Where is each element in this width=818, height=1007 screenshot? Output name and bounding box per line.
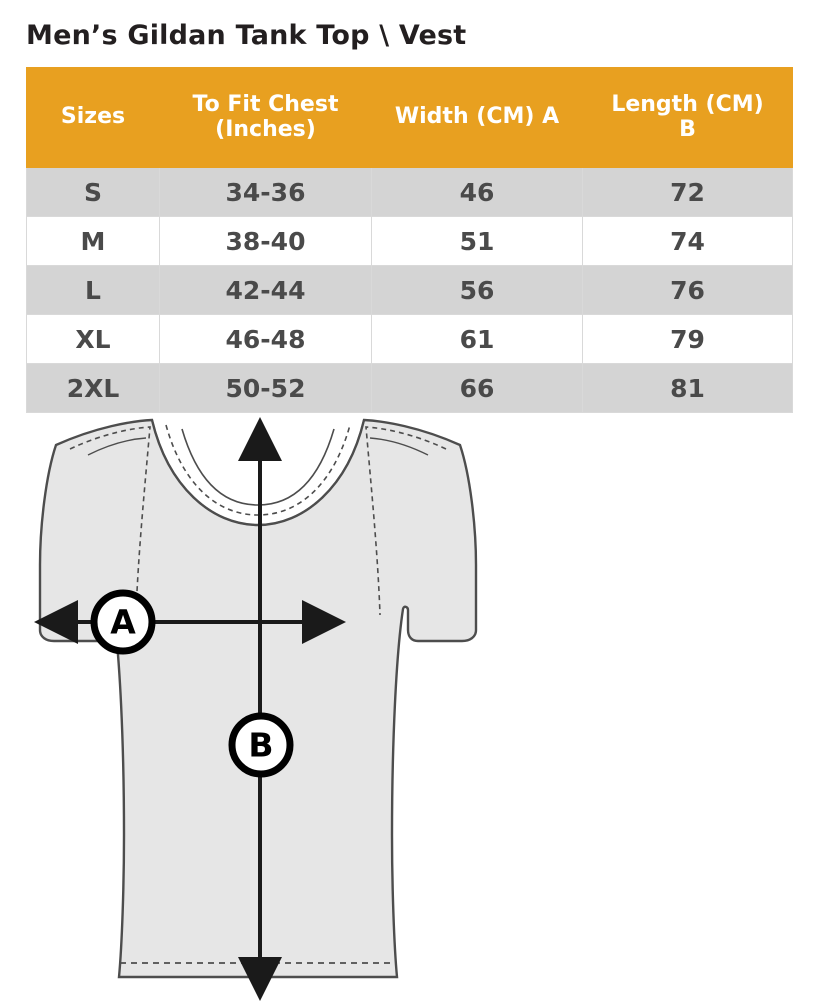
cell-length: 72	[583, 168, 793, 217]
cell-width: 66	[372, 364, 583, 413]
cell-length: 79	[583, 315, 793, 364]
cell-size: L	[27, 266, 160, 315]
measure-badge-a	[94, 593, 152, 651]
cell-chest: 38-40	[160, 217, 372, 266]
column-header-length-line1: Length (CM)	[611, 91, 764, 117]
size-chart-table	[26, 67, 793, 413]
table-row	[27, 364, 793, 413]
measure-label-b: B	[248, 725, 274, 765]
cell-chest: 34-36	[160, 168, 372, 217]
cell-chest: 42-44	[160, 266, 372, 315]
column-header-chest-line2: (Inches)	[215, 116, 316, 142]
cell-size: M	[27, 217, 160, 266]
column-header-length-line2: B	[679, 116, 696, 142]
cell-width: 51	[372, 217, 583, 266]
cell-width: 56	[372, 266, 583, 315]
measure-label-a: A	[110, 602, 136, 642]
cell-width: 46	[372, 168, 583, 217]
cell-size: XL	[27, 315, 160, 364]
cell-width: 61	[372, 315, 583, 364]
column-header-chest	[160, 68, 372, 168]
cell-size: S	[27, 168, 160, 217]
cell-length: 81	[583, 364, 793, 413]
table-row	[27, 266, 793, 315]
cell-length: 74	[583, 217, 793, 266]
table-row	[27, 315, 793, 364]
measure-badge-b	[232, 716, 290, 774]
table-row	[27, 217, 793, 266]
column-header-width-line1: Width (CM) A	[394, 104, 560, 130]
column-header-length	[583, 68, 793, 168]
cell-chest: 46-48	[160, 315, 372, 364]
page-title: Men’s Gildan Tank Top \ Vest	[26, 20, 467, 51]
column-header-sizes-line1: Sizes	[60, 104, 126, 130]
column-header-width	[372, 68, 583, 168]
cell-chest: 50-52	[160, 364, 372, 413]
garment-diagram	[0, 415, 818, 1007]
cell-size: 2XL	[27, 364, 160, 413]
cell-length: 76	[583, 266, 793, 315]
column-header-chest-line1: To Fit Chest	[192, 91, 339, 117]
table-header-row	[27, 68, 793, 168]
column-header-sizes	[27, 68, 160, 168]
table-row	[27, 168, 793, 217]
